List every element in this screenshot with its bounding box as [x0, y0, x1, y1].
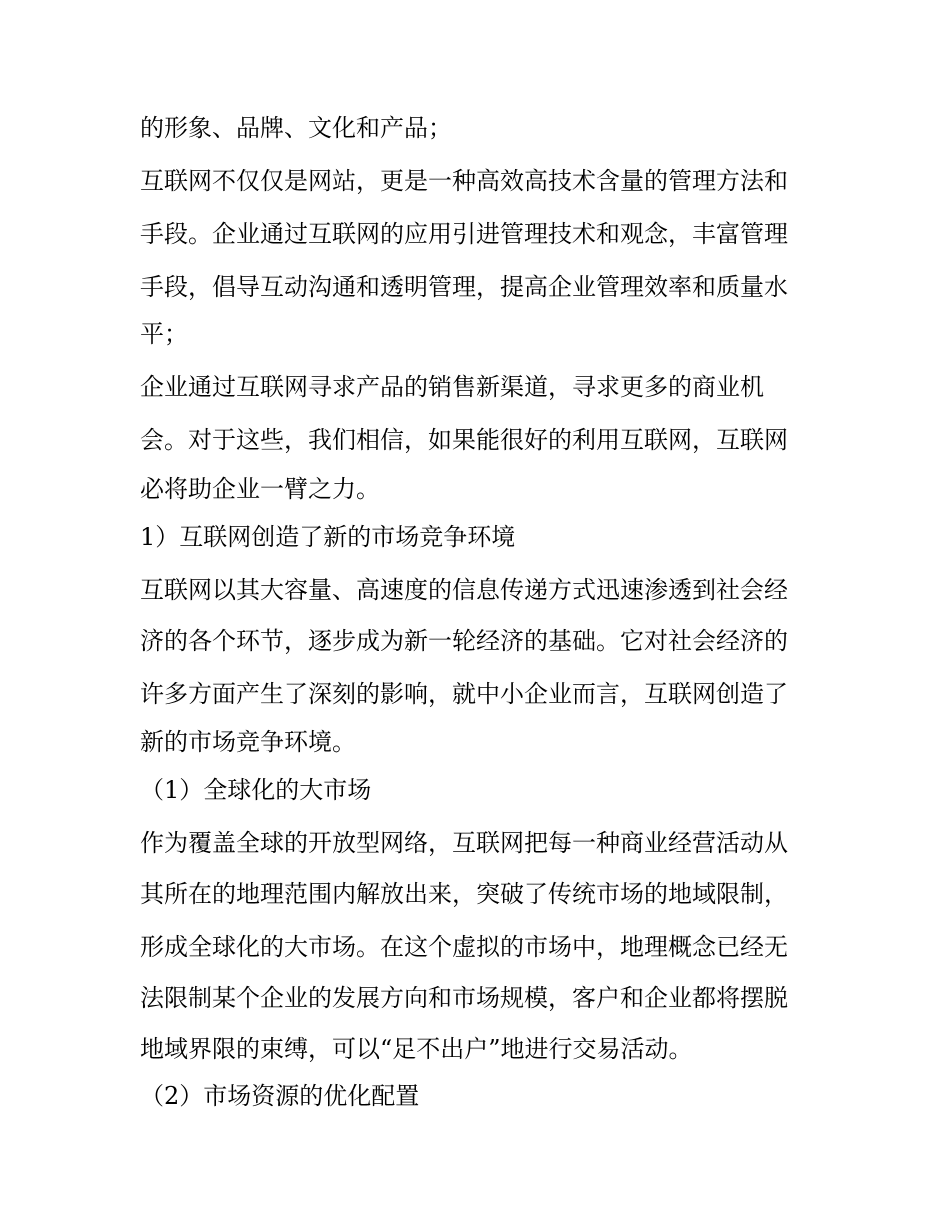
- body-text-line: 手段，倡导互动沟通和透明管理，提高企业管理效率和质量水: [140, 273, 788, 301]
- body-text-line: 地域界限的束缚，可以“足不出户”地进行交易活动。: [140, 1035, 693, 1063]
- body-text-line: 企业通过互联网寻求产品的销售新渠道，寻求更多的商业机: [140, 373, 764, 401]
- subsection-heading: （2）市场资源的优化配置: [140, 1082, 420, 1110]
- body-text-line: 会。对于这些，我们相信，如果能很好的利用互联网，互联网: [140, 426, 788, 454]
- body-text-line: 新的市场竞争环境。: [140, 728, 356, 756]
- body-text-line: 手段。企业通过互联网的应用引进管理技术和观念，丰富管理: [140, 220, 788, 248]
- body-text-line: 作为覆盖全球的开放型网络，互联网把每一种商业经营活动从: [140, 829, 788, 857]
- body-text-line: 的形象、品牌、文化和产品；: [140, 114, 452, 142]
- section-heading: 1）互联网创造了新的市场竞争环境: [140, 523, 516, 551]
- body-text-line: 许多方面产生了深刻的影响，就中小企业而言，互联网创造了: [140, 680, 788, 708]
- subsection-heading: （1）全球化的大市场: [140, 776, 372, 804]
- body-text-line: 法限制某个企业的发展方向和市场规模，客户和企业都将摆脱: [140, 984, 788, 1012]
- body-text-line: 必将助企业一臂之力。: [140, 475, 380, 503]
- body-text-line: 其所在的地理范围内解放出来，突破了传统市场的地域限制，: [140, 880, 788, 908]
- body-text-line: 互联网不仅仅是网站，更是一种高效高技术含量的管理方法和: [140, 167, 788, 195]
- body-text-line: 互联网以其大容量、高速度的信息传递方式迅速渗透到社会经: [140, 576, 788, 604]
- body-text-line: 济的各个环节，逐步成为新一轮经济的基础。它对社会经济的: [140, 627, 788, 655]
- body-text-line: 平；: [140, 320, 188, 348]
- body-text-line: 形成全球化的大市场。在这个虚拟的市场中，地理概念已经无: [140, 933, 788, 961]
